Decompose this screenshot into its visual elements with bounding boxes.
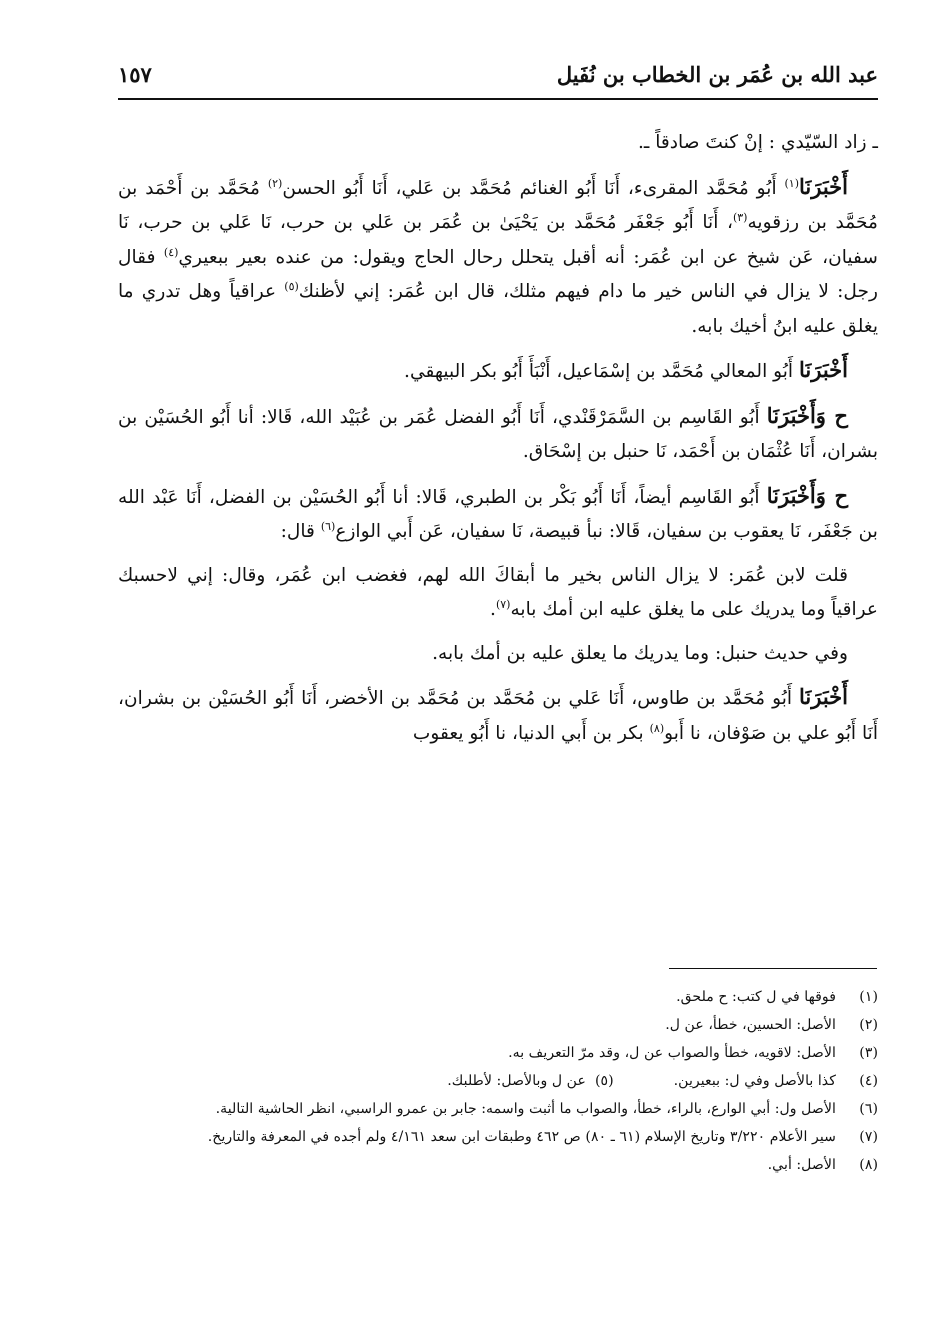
footnote-text: عن ل وبالأصل: لأطلبك. (447, 1073, 586, 1089)
footnote-text: الأصل: أبي. (767, 1157, 836, 1173)
paragraph-text: فقال رجل: لا يزال في الناس خير ما دام فيهم مثلك، قال ابن عُمَر: إني لأظنك (118, 246, 878, 302)
paragraph-2 (118, 170, 878, 345)
footnote-ref-2: (٢) (267, 176, 283, 190)
footnote-1 (118, 985, 878, 1009)
paragraph-text: بكر بن أَبي الدنيا، نا أَبُو يعقوب (412, 722, 650, 744)
paragraph-text: ، أَنَا أَبُو جَعْفَر مُحَمَّد بن يَحْيَىٰ بن عُمَر بن عَلي بن حرب، نَا عَلي بن حرب، نَا سفيان، عَن شيخ عن ابن عُمَر: أنه أقبل يتحلل رحال الحاج ويقول: من عنده بعير ببعيري (118, 212, 878, 268)
footnote-text: الأصل ول: أبي الوارع، بالراء، خطأ، والصواب ما أثبت واسمه: جابر بن عمرو الراسبي، انظر الحاشية التالية. (215, 1101, 836, 1117)
keyword-wa-akhbarana: ح وَأَخْبَرَنَا (766, 402, 848, 428)
footnote-ref-5: (٥) (284, 279, 299, 293)
header-rule (118, 98, 878, 100)
paragraph-text: قلت لابن عُمَر: لا يزال الناس بخير ما أبقاكَ الله لهم، فغضب ابن عُمَر، وقال: إني لاحسبك عراقياً وما يدريك على ما يغلق عليه ابن أمك بابه (118, 564, 878, 620)
page-number: ١٥٧ (118, 62, 152, 87)
keyword-akhbarana: أَخْبَرَنَا (799, 684, 848, 709)
footnote-number: (٧) (859, 1129, 878, 1145)
footnote-ref-7: (٧) (495, 597, 511, 611)
footnote-number: (٣) (859, 1045, 878, 1061)
keyword-wa-akhbarana: ح وَأَخْبَرَنَا (766, 482, 848, 508)
paragraph-1: ـ زاد السّيّدي : إنْ كنتَ صادقاً ـ. (637, 132, 878, 153)
footnote-text: سير الأعلام ٣/٢٢٠ وتاريخ الإسلام (٦١ ـ ٨٠) ص ٤٦٢ وطبقات ابن سعد ٤/١٦١ ولم أجده في المعرفة والتاريخ. (207, 1129, 836, 1145)
keyword-akhbarana: أَخْبَرَنَا (799, 357, 848, 382)
paragraph-text: أَبُو القَاسِم بن السَّمَرْقَنْدي، أَنَا أَبُو الفضل عُمَر بن عُبَيْد الله، قَالا: أنا أَبُو الحُسَيْن بن بشران، أَنَا عُثْمَان بن أَحْمَد، نَا حنبل بن إسْحَاق. (118, 406, 878, 462)
footnote-text: فوقها في ل كتب: ح ملحق. (676, 989, 836, 1005)
paragraph-text: أَبُو مُحَمَّد بن طاوس، أَنَا عَلي بن مُحَمَّد بن مُحَمَّد بن الأخضر، أَنَا أَبُو الحُسَيْن بن بشران، أَنَا أَبُو علي بن صَوْفان، نا أَبو (118, 688, 878, 744)
footnote-text: الأصل: الحسين، خطأ، عن ل. (665, 1017, 836, 1033)
footnote-number: (٥) (594, 1073, 614, 1089)
footnote-6 (118, 1097, 878, 1121)
footnote-number: (٤) (859, 1073, 878, 1089)
paragraph-text: مُحَمَّد بن أَحْمَد بن مُحَمَّد بن رزقويه (118, 177, 879, 233)
footnote-ref-4: (٤) (163, 245, 179, 259)
footnote-4-5 (118, 1069, 878, 1093)
footnote-number: (٦) (859, 1101, 878, 1117)
paragraph-3 (118, 353, 878, 390)
footnote-ref-1: (١) (784, 176, 800, 190)
footnote-text: كذا بالأصل وفي ل: ببعيرين. (673, 1073, 836, 1089)
paragraph-text: أَبُو مُحَمَّد المقرىء، أَنَا أَبُو الغنائم مُحَمَّد بن عَلي، أَنَا أَبُو الحسن (282, 177, 785, 199)
paragraph-text: عراقياً وهل تدري ما يغلق عليه ابنُ أخيك بابه. (118, 281, 878, 337)
paragraph-text: . (490, 599, 496, 620)
main-text (118, 126, 878, 760)
paragraph-6 (118, 559, 878, 628)
footnote-text: الأصل: لاقويه، خطأ والصواب عن ل، وقد مرّ التعريف به. (508, 1045, 836, 1061)
footnotes (118, 985, 878, 1181)
footnote-separator (669, 968, 877, 969)
paragraph-4 (118, 399, 878, 470)
footnote-number: (٨) (859, 1157, 878, 1173)
footnote-2 (118, 1013, 878, 1037)
footnote-8 (118, 1153, 878, 1177)
running-title: عبد الله بن عُمَر بن الخطاب بن نُفَيل (556, 62, 878, 87)
footnote-ref-6: (٦) (320, 519, 336, 533)
paragraph-text: أَبُو المعالي مُحَمَّد بن إسْمَاعيل، أَنْبَأَ أَبُو بكر البيهقي. (404, 361, 800, 382)
footnote-number: (١) (859, 989, 878, 1005)
keyword-akhbarana: أَخْبَرَنَا (799, 173, 848, 199)
paragraph-text: أَبُو القَاسِم أيضاً، أَنَا أَبُو بَكْر بن الطبري، قَالا: أنا أَبُو الحُسَيْن بن الفضل، أَنَا عَبْد الله بن جَعْفَر، نَا يعقوب بن سفيان، قَالا: نبأ قبيصة، نَا سفيان، عَن أَبي الوازع (118, 486, 878, 542)
footnote-number: (٢) (859, 1017, 878, 1033)
paragraph-8 (118, 680, 878, 751)
footnote-ref-3: (٣) (732, 210, 748, 224)
paragraph-text: قال: (280, 521, 321, 542)
footnote-3 (118, 1041, 878, 1065)
footnote-ref-8: (٨) (649, 721, 665, 735)
footnote-7 (118, 1125, 878, 1149)
page-header (118, 58, 878, 100)
paragraph-7: وفي حديث حنبل: وما يدريك ما يعلق عليه بن أمك بابه. (432, 642, 848, 664)
paragraph-5 (118, 479, 878, 550)
